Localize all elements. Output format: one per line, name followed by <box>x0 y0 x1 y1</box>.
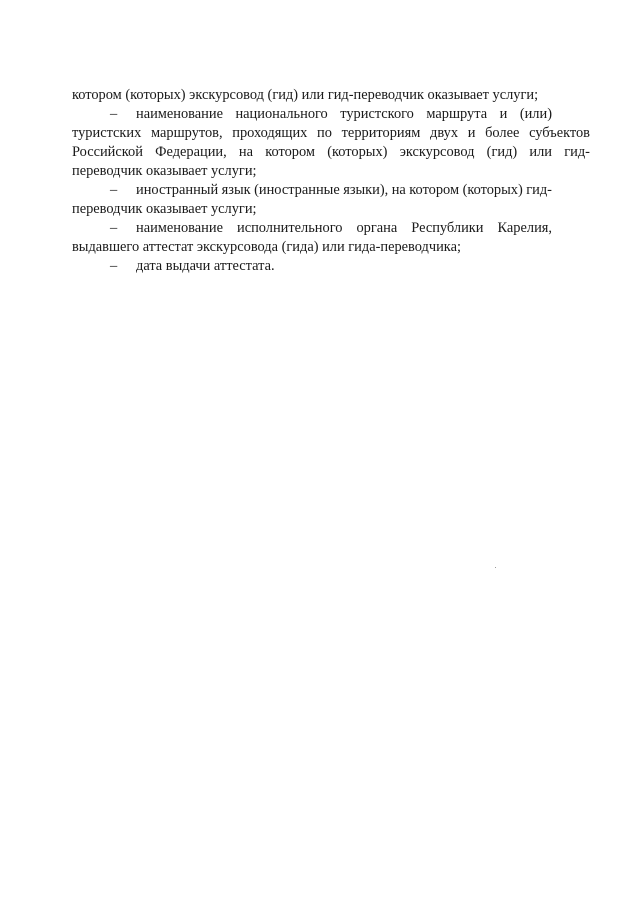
list-item-1-words <box>136 105 552 124</box>
dash-marker: – <box>110 220 118 236</box>
word: исполнительного <box>237 220 343 236</box>
word: и <box>499 106 508 122</box>
list-item-3-line-2: выдавшего аттестат экскурсовода (гида) или гида-переводчика; <box>72 239 461 255</box>
word: (гид) <box>486 144 518 160</box>
word: проходящих <box>232 125 308 141</box>
scan-speck <box>495 567 496 568</box>
word: котором <box>409 182 460 198</box>
word: гид- <box>526 182 552 198</box>
word: Российской <box>72 144 143 160</box>
word: маршрутов, <box>151 125 223 141</box>
list-item-3-words <box>136 219 552 238</box>
word: языки), <box>343 182 389 198</box>
word: более <box>485 125 520 141</box>
word: наименование <box>136 220 223 236</box>
dash-marker: – <box>110 182 118 198</box>
word: туристских <box>72 125 142 141</box>
word: котором <box>265 144 316 160</box>
continuation-line: котором (которых) экскурсовод (гид) или гид-переводчик оказывает услуги; <box>72 87 539 103</box>
list-item-3-first-line <box>72 219 590 238</box>
list-item-2-first-line <box>72 181 590 200</box>
list-item-4 <box>72 257 590 276</box>
list-item-1-line-4: переводчик оказывает услуги; <box>72 163 257 179</box>
word: территориям <box>341 125 421 141</box>
word: (которых) <box>327 144 388 160</box>
word: экскурсовод <box>399 144 475 160</box>
list-item-4-text: дата выдачи аттестата. <box>136 258 275 274</box>
list-item-1-line-2 <box>72 124 590 143</box>
word: по <box>317 125 332 141</box>
dash-marker: – <box>110 258 118 274</box>
document-body <box>72 86 590 276</box>
word: Федерации, <box>155 144 227 160</box>
list-item-2-line-2: переводчик оказывает услуги; <box>72 201 257 217</box>
word: Республики <box>411 220 484 236</box>
list-item-1-line-3 <box>72 143 590 162</box>
word: (которых) <box>462 182 523 198</box>
word: или <box>529 144 552 160</box>
word: маршрута <box>426 106 488 122</box>
word: (иностранные <box>254 182 340 198</box>
word: туристского <box>340 106 414 122</box>
word: органа <box>356 220 398 236</box>
dash-marker: – <box>110 106 118 122</box>
word: на <box>238 144 254 160</box>
word: двух <box>430 125 459 141</box>
list-item-2-words <box>136 181 552 200</box>
word: национального <box>235 106 328 122</box>
word: иностранный <box>136 182 219 198</box>
word: наименование <box>136 106 223 122</box>
list-item-1-first-line <box>72 105 590 124</box>
word: (или) <box>519 106 552 122</box>
word: Карелия, <box>497 220 552 236</box>
word: гид- <box>564 144 590 160</box>
word: и <box>467 125 476 141</box>
word: субъектов <box>529 125 590 141</box>
word: язык <box>221 182 251 198</box>
word: на <box>391 182 406 198</box>
